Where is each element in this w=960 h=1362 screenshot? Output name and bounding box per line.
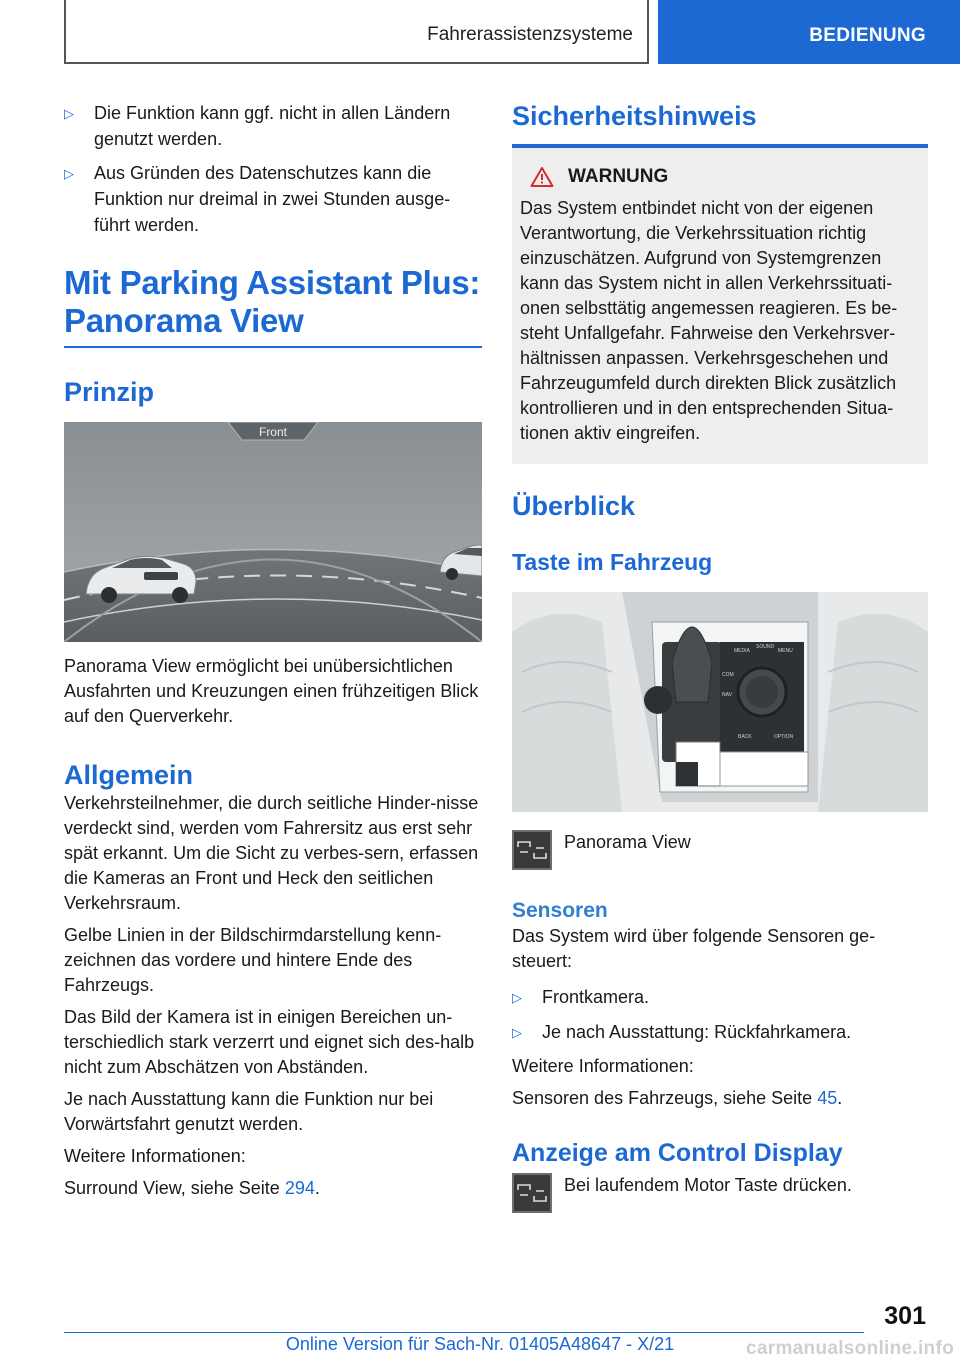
console-label-back: BACK — [738, 734, 752, 740]
panorama-view-icon — [516, 839, 548, 861]
warning-text: Das System entbindet nicht von der eigenen Verantwortung, die Verkehrssituation richtig einzuschätzen. Aufgrund von Systemgrenzen kann das System nicht in allen Verkehrssituati-onen selbsttätig angemessen reagieren. Es be-steht Unfallgefahr. Fahrweise den Verkehrsver-hältnissen anpassen. Verkehrsgeschehen und Fahrzeugumfeld durch direkten Blick zusätzlich kontrollieren und in den entsprechenden Situa-tionen aktiv eingreifen. — [520, 198, 898, 443]
ueberblick-heading: Überblick — [512, 491, 636, 521]
console-label-menu: MENU — [778, 648, 793, 654]
page-number: 301 — [884, 1302, 926, 1330]
triangle-bullet-icon: ▷ — [512, 990, 522, 1005]
ref-text: Surround View, siehe Seite — [64, 1178, 285, 1198]
paragraph: Je nach Ausstattung kann die Funktion nur bei Vorwärtsfahrt genutzt werden. — [64, 1089, 434, 1134]
center-console-image — [512, 592, 928, 812]
console-label-com: COM — [722, 672, 734, 678]
cross-reference — [512, 1086, 928, 1111]
header-chapter-tab[interactable] — [658, 0, 960, 64]
ref-end: . — [837, 1088, 843, 1108]
ref-text: Sensoren des Fahrzeugs, siehe Seite — [512, 1088, 818, 1108]
panorama-view-button-row — [512, 830, 928, 870]
panorama-view-figure — [64, 422, 482, 642]
header-section-label: Fahrerassistenzsysteme — [427, 24, 633, 45]
sensoren-heading: Sensoren — [512, 899, 608, 922]
bullet-item — [64, 100, 482, 152]
page-link-294[interactable]: 294 — [284, 1178, 315, 1198]
allgemein-heading: Allgemein — [64, 760, 194, 790]
right-column — [512, 100, 928, 1213]
triangle-bullet-icon: ▷ — [512, 1025, 522, 1040]
ref-end: . — [314, 1178, 320, 1198]
prinzip-heading: Prinzip — [64, 377, 155, 407]
bullet-item — [512, 984, 928, 1011]
prinzip-text: Panorama View ermöglicht bei unübersichtlichen Ausfahrten und Kreuzungen einen frühzeitigen Blick auf den Querverkehr. — [64, 656, 479, 726]
panorama-view-icon — [516, 1182, 548, 1204]
console-label-media: MEDIA — [734, 648, 750, 654]
page-link-45[interactable]: 45 — [817, 1088, 838, 1108]
anzeige-heading: Anzeige am Control Display — [512, 1139, 843, 1167]
warning-title: WARNUNG — [568, 166, 669, 187]
footer-online-version: Online Version für Sach-Nr. 01405A48647 - X/21 — [285, 1334, 675, 1354]
panorama-view-button[interactable] — [512, 1173, 552, 1213]
panorama-camera-image — [64, 422, 482, 642]
triangle-bullet-icon: ▷ — [64, 166, 74, 181]
header-section — [64, 0, 649, 64]
bullet-text: Aus Gründen des Datenschutzes kann die Funktion nur dreimal in zwei Stunden ausge-führt werden. — [94, 163, 451, 235]
cross-reference — [64, 1176, 482, 1201]
watermark: carmanualsonline.info — [746, 1338, 954, 1359]
warning-title-row — [520, 166, 918, 188]
bullet-text: Frontkamera. — [542, 987, 650, 1007]
sensoren-text: Das System wird über folgende Sensoren ge-steuert: — [512, 926, 876, 971]
footer-divider — [64, 1332, 864, 1333]
console-label-option: OPTION — [774, 734, 794, 740]
anzeige-button-row — [512, 1173, 928, 1213]
bullet-item — [64, 160, 482, 238]
console-label-sound: SOUND — [756, 644, 775, 650]
anzeige-text: Bei laufendem Motor Taste drücken. — [564, 1175, 852, 1195]
console-figure — [512, 592, 928, 812]
header-chapter-label: BEDIENUNG — [809, 25, 926, 46]
warning-triangle-icon — [530, 166, 554, 188]
paragraph: Gelbe Linien in der Bildschirmdarstellung kenn-zeichnen das vordere und hintere Ende des Fahrzeugs. — [64, 925, 442, 995]
paragraph: Das Bild der Kamera ist in einigen Bereichen un-terschiedlich stark verzerrt und eignet sich des-halb nicht zum Abschätzen von Abständen. — [64, 1007, 475, 1077]
warning-box — [512, 148, 928, 464]
bullet-text: Je nach Ausstattung: Rückfahrkamera. — [542, 1022, 852, 1042]
paragraph: Weitere Informationen: — [64, 1146, 246, 1166]
paragraph: Weitere Informationen: — [512, 1056, 694, 1076]
paragraph: Verkehrsteilnehmer, die durch seitliche Hinder-nisse verdeckt sind, werden vom Fahrersitz aus erst sehr spät erkannt. Um die Sicht zu verbes-sern, erfassen die Kameras an Front und Heck den seitlichen Verkehrsraum. — [64, 793, 479, 913]
panorama-view-button[interactable] — [512, 830, 552, 870]
triangle-bullet-icon: ▷ — [64, 106, 74, 121]
main-heading: Mit Parking Assistant Plus: Panorama View — [64, 264, 482, 348]
taste-heading: Taste im Fahrzeug — [512, 549, 713, 575]
bullet-item — [512, 1019, 928, 1046]
sicherheit-heading: Sicherheitshinweis — [512, 100, 928, 148]
figure-front-label: Front — [258, 425, 288, 439]
bullet-text: Die Funktion kann ggf. nicht in allen Ländern genutzt werden. — [94, 103, 451, 149]
left-column — [64, 100, 482, 1208]
panorama-view-button-label: Panorama View — [564, 832, 691, 852]
console-label-nav: NAV — [722, 692, 732, 698]
